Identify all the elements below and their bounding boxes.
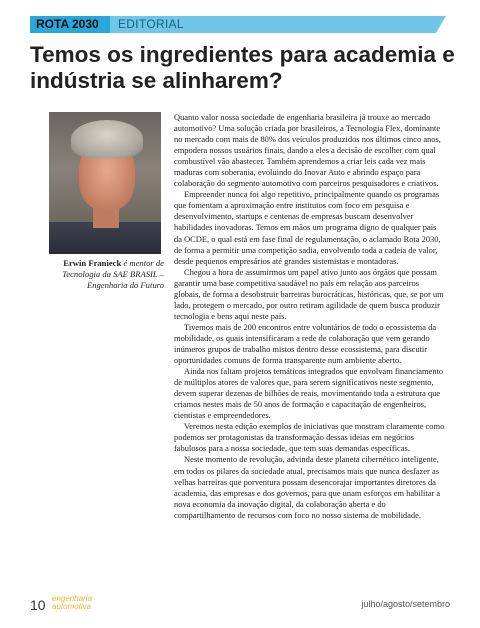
paragraph: Neste momento de revolução, advinda deste planeta cibernético inteligente, em todos os pilares da sociedade atual, precisamos mais que nunca desfazer as velhas barreiras que porventura possam desencorajar importantes diretores da academia, das empresas e dos governos, para que unam esforços em habilitar a nova economia da inovação digital, da colaboração aberta e do compartilhamento de recursos com foco no nosso sistema de mobilidade. <box>174 454 441 520</box>
logo-line1: engenharia <box>52 594 93 603</box>
photo-hair <box>71 120 143 158</box>
page-footer <box>30 593 450 613</box>
section-label: ROTA 2030 <box>30 16 110 33</box>
edition-label: julho/agosto/setembro <box>361 599 450 609</box>
paragraph: Veremos nesta edição exemplos de iniciativas que mostram claramente como podemos ser protagonistas da transformação dessas ideias em negócios fabulosos para a nossa sociedade, que tem suas demandas específicas. <box>174 421 445 454</box>
paragraph: Ainda nos faltam projetos temáticos integrados que envolvam financiamento de múltiplos atores de valores que, para serem significativos neste segmento, devem superar dezenas de bilhões de reais, movimentando toda a estrutura que criamos nestes mais de 50 anos de formação e capacitação de engenheiros, cientistas e empreendedores. <box>174 366 444 421</box>
author-role: é mentor de Tecnologia da SAE BRASIL – Engenharia do Futuro <box>62 258 164 290</box>
author-name: Erwin Franieck <box>63 258 122 268</box>
article-body <box>174 112 446 521</box>
category-label: EDITORIAL <box>110 16 436 33</box>
author-photo <box>49 112 161 254</box>
article-title: Temos os ingredientes para academia e indústria se alinharem? <box>30 42 455 93</box>
header-tab-shape <box>436 16 446 33</box>
logo-line2: automotiva <box>52 602 92 611</box>
section-header <box>30 16 436 33</box>
paragraph: Quanto valor nossa sociedade de engenharia brasileira já trouxe ao mercado automotivo? Uma solução criada por brasileiros, a Tecnologia Flex, dominante no mercado com mais de 80% dos veículos produzidos nos últimos cinco anos, empodera nossos usuários finais, dando a eles a decisão de escolher com qual combustível vão abastecer. Também aprendemos a criar leis cada vez mais maduras com soberania, evoluindo do Inovar Auto e abrindo espaço para colaboração do segmento automotivo com parceiros pesquisadores e criativos. <box>174 112 441 189</box>
page-number: 10 <box>30 597 46 613</box>
magazine-logo <box>52 595 92 611</box>
paragraph: Chegou a hora de assumirmos um papel ativo junto aos órgãos que possam garantir uma base competitiva saudável no país em relação aos parceiros globais, de forma a desobstruir barreiras burocráticas, históricas, que, se por um lado, protegem o mercado, por outro retiram agilidade de quem busca produzir tecnologia e bens aqui neste país. <box>174 266 444 321</box>
paragraph: Empreender nunca foi algo repetitivo, principalmente quando os programas que fomentam a aproximação entre institutos com foco em pesquisa e desenvolvimento, startups e centenas de empresas buscam desenvolver habilidades inovadoras. Temos em mãos um programa digno de qualquer país da OCDE, o qual está em fase final de regulamentação, o aclamado Rota 2030, de forma a permitir uma competição sadia, envolvendo toda a cadeia de valor, desde pequenos empresários até grandes sistemistas e montadoras. <box>174 189 441 266</box>
author-caption <box>30 258 164 291</box>
paragraph: Tivemos mais de 200 encontros entre voluntários de todo o ecossistema da mobilidade, os quais intensificaram a rede de colaboração que vem gerando inúmeros grupos de trabalho mistos dentro desse ecossistema, para discutir oportunidades comuns de forma transparente num ambiente aberto. <box>174 321 437 366</box>
